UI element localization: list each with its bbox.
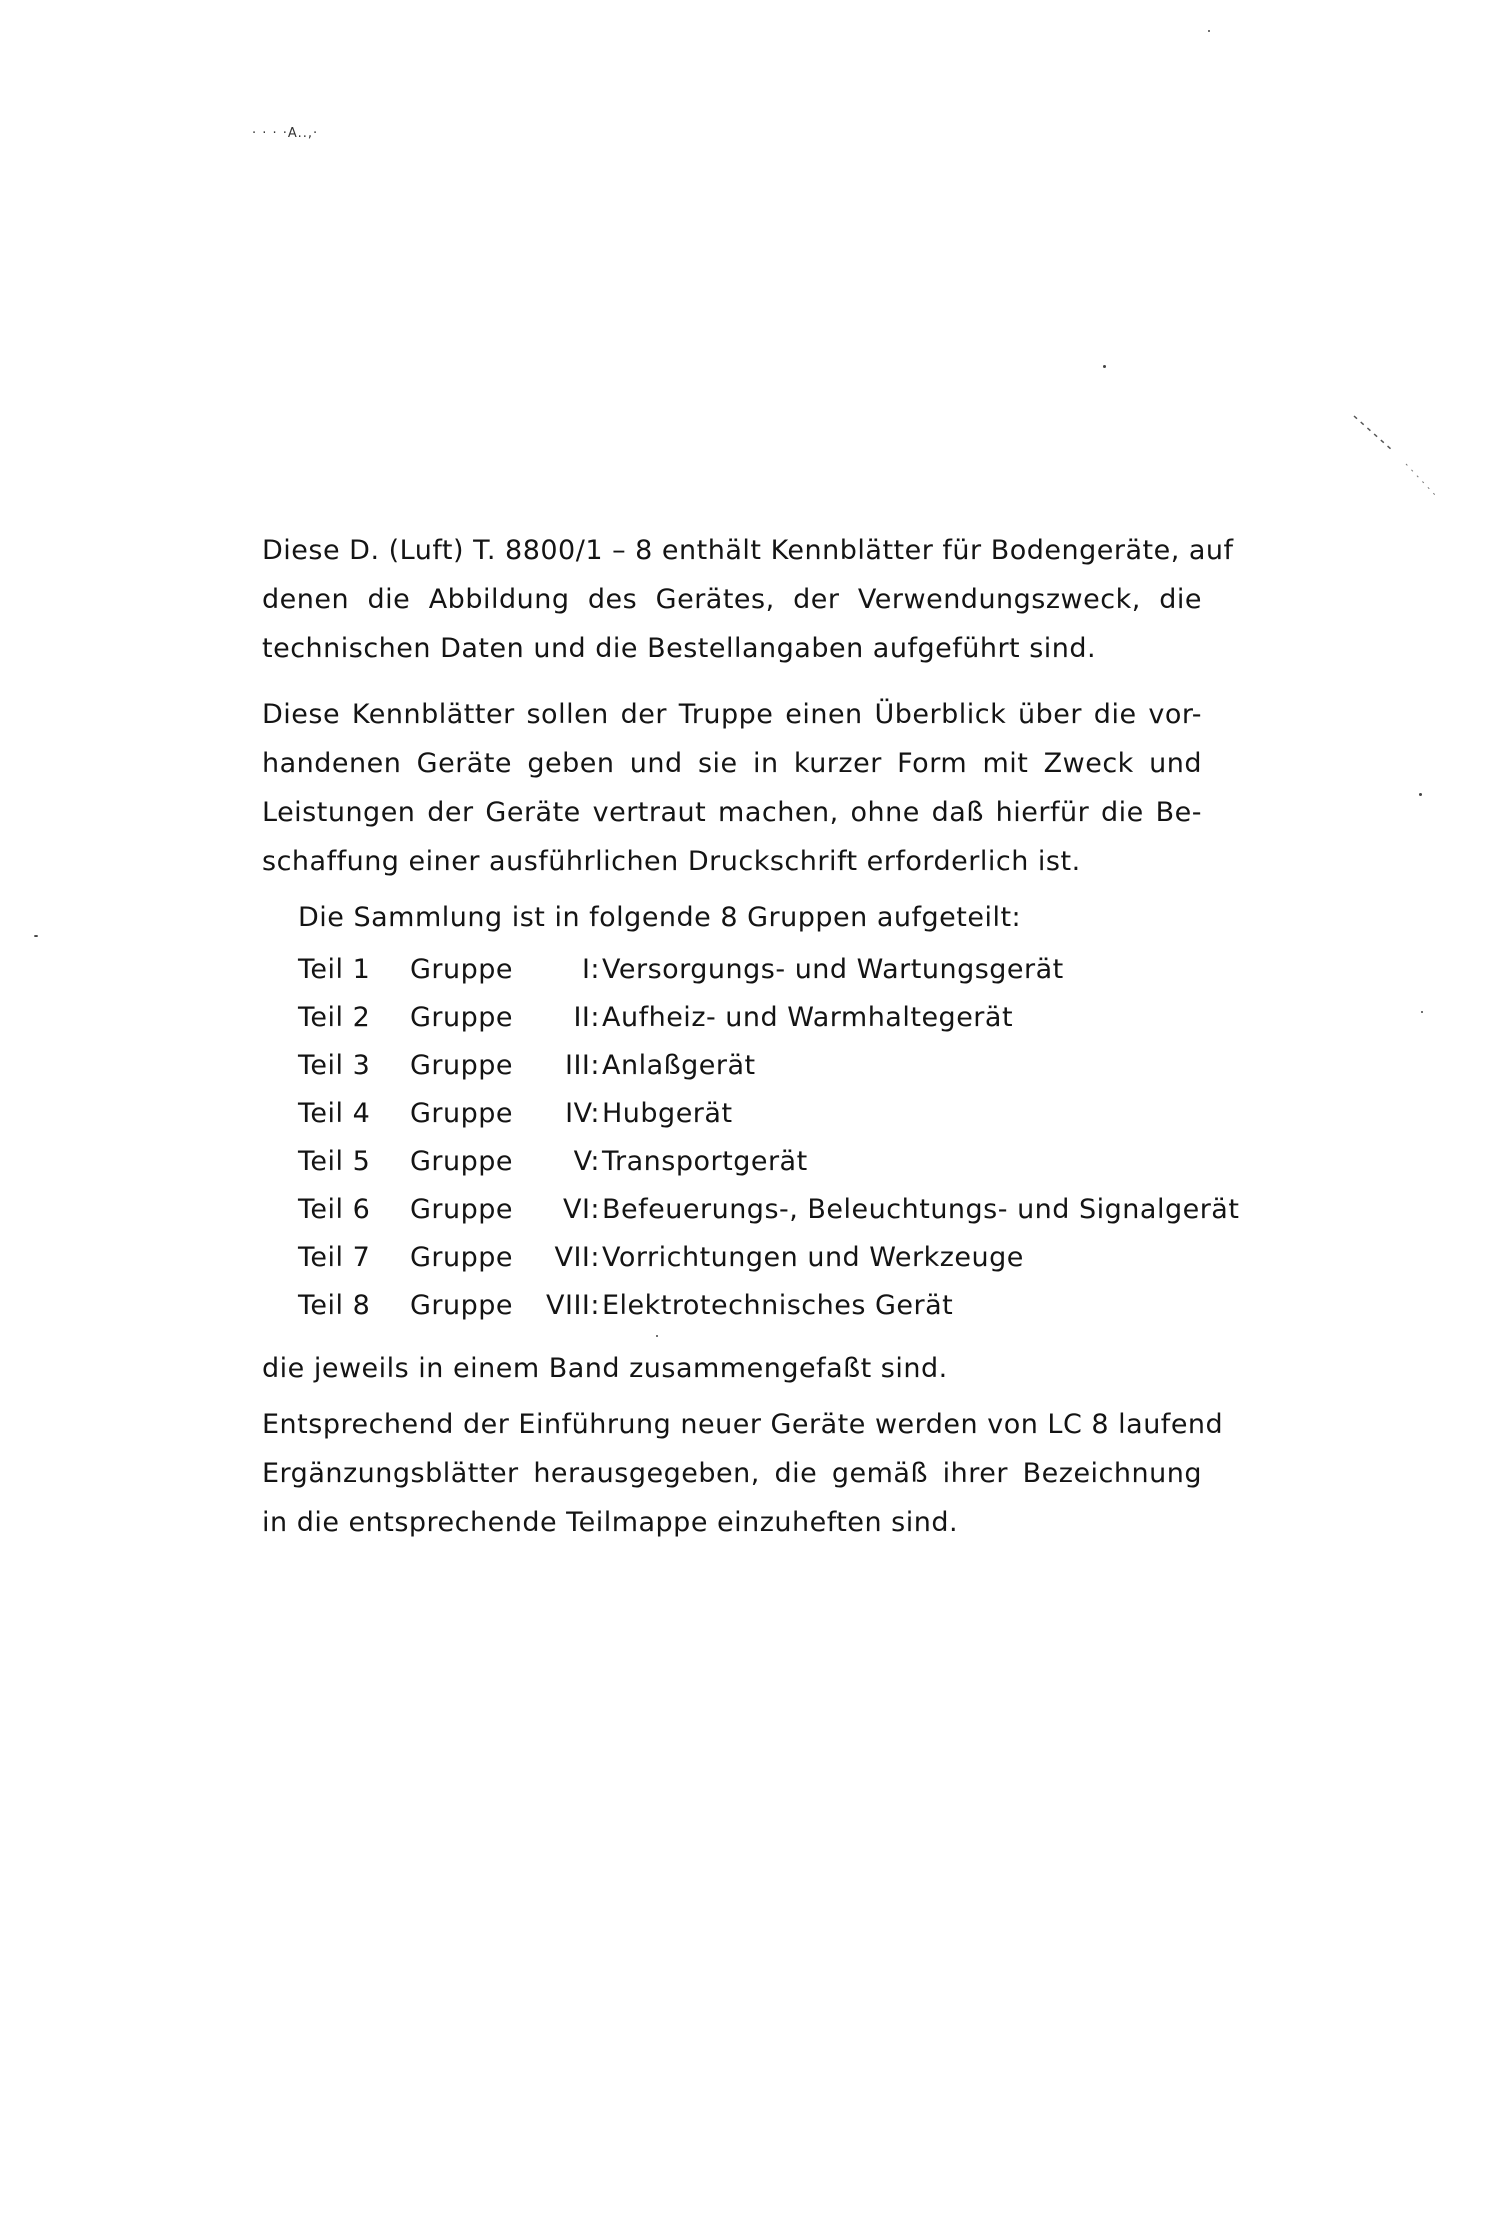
text-line: Diese D. (Luft) T. 8800/1 – 8 enthält Kennblätter für Bodengeräte, auf (262, 535, 1234, 566)
group-label: Gruppe (410, 954, 514, 985)
group-number: V: (573, 1146, 600, 1177)
group-number: VII: (554, 1242, 600, 1273)
group-description: Vorrichtungen und Werkzeuge (602, 1242, 1024, 1273)
part-label: Teil 1 (298, 954, 371, 985)
supplements-paragraph (262, 1400, 1224, 1547)
text-line: denen die Abbildung des Gerätes, der Verwendungszweck, die (262, 584, 1202, 615)
scan-speck (1103, 365, 1106, 368)
part-label: Teil 6 (298, 1194, 371, 1225)
text-line: in die entsprechende Teilmappe einzuheften sind. (262, 1507, 959, 1538)
group-number: III: (565, 1050, 600, 1081)
part-label: Teil 7 (298, 1242, 371, 1273)
text-line: die jeweils in einem Band zusammengefaßt sind. (262, 1353, 948, 1384)
group-label: Gruppe (410, 1242, 514, 1273)
text-line: Leistungen der Geräte vertraut machen, ohne daß hierfür die Be- (262, 797, 1202, 828)
group-label: Gruppe (410, 1194, 514, 1225)
group-number: II: (573, 1002, 600, 1033)
list-closing (262, 1344, 1202, 1393)
part-label: Teil 8 (298, 1290, 371, 1321)
scan-speck (656, 1335, 658, 1337)
scan-speck (1421, 1011, 1423, 1013)
scan-speck (34, 935, 38, 937)
group-description: Transportgerät (602, 1146, 808, 1177)
group-description: Elektrotechnisches Gerät (602, 1290, 954, 1321)
group-label: Gruppe (410, 1002, 514, 1033)
scan-speck (1419, 793, 1422, 796)
group-number: VI: (562, 1194, 600, 1225)
group-number: VIII: (546, 1290, 600, 1321)
part-label: Teil 4 (298, 1098, 371, 1129)
header-mark: · · · ·A..,· (252, 126, 319, 141)
group-label: Gruppe (410, 1146, 514, 1177)
text-line: Entsprechend der Einführung neuer Geräte werden von LC 8 laufend (262, 1409, 1224, 1440)
group-label: Gruppe (410, 1050, 514, 1081)
text-line: schaffung einer ausführlichen Druckschrift erforderlich ist. (262, 846, 1081, 877)
scan-speck (1208, 30, 1210, 32)
part-label: Teil 2 (298, 1002, 371, 1033)
purpose-paragraph (262, 690, 1202, 886)
intro-paragraph (262, 526, 1234, 673)
group-label: Gruppe (410, 1098, 514, 1129)
text-line: Ergänzungsblätter herausgegeben, die gemäß ihrer Bezeichnung (262, 1458, 1202, 1489)
part-label: Teil 5 (298, 1146, 371, 1177)
group-number: IV: (565, 1098, 600, 1129)
scan-scratch (1350, 412, 1440, 502)
list-intro: Die Sammlung ist in folgende 8 Gruppen aufgeteilt: (298, 902, 1022, 933)
group-description: Versorgungs- und Wartungsgerät (602, 954, 1064, 985)
group-description: Befeuerungs-, Beleuchtungs- und Signalgerät (602, 1194, 1240, 1225)
group-number: I: (581, 954, 600, 985)
group-description: Hubgerät (602, 1098, 733, 1129)
part-label: Teil 3 (298, 1050, 371, 1081)
text-line: handenen Geräte geben und sie in kurzer Form mit Zweck und (262, 748, 1202, 779)
group-description: Aufheiz- und Warmhaltegerät (602, 1002, 1014, 1033)
group-description: Anlaßgerät (602, 1050, 756, 1081)
text-line: technischen Daten und die Bestellangaben aufgeführt sind. (262, 633, 1097, 664)
text-line: Diese Kennblätter sollen der Truppe einen Überblick über die vor- (262, 699, 1202, 730)
group-label: Gruppe (410, 1290, 514, 1321)
